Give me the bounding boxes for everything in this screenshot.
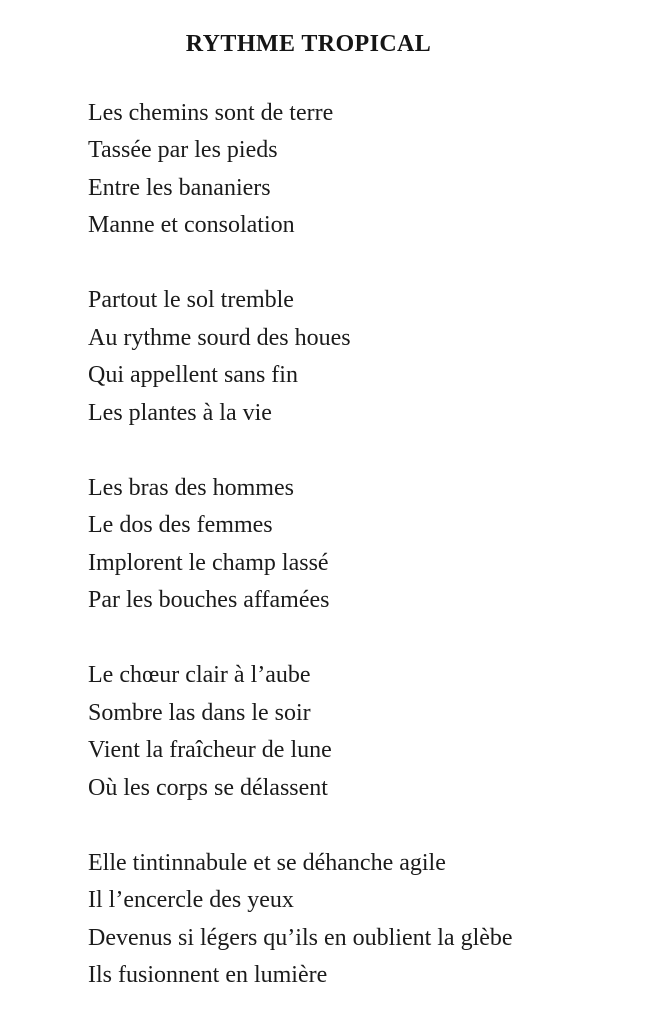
stanza (88, 657, 631, 807)
poem-line: Au rythme sourd des houes (88, 324, 351, 351)
poem-line: Le chœur clair à l’aube (88, 662, 311, 689)
stanza (88, 470, 631, 620)
poem-line: Vient la fraîcheur de lune (88, 737, 332, 764)
poem-stanzas (0, 95, 661, 995)
poem-line: Les plantes à la vie (88, 399, 272, 426)
poem-line: Il l’encercle des yeux (88, 887, 294, 914)
poem-line: Par les bouches affamées (88, 587, 330, 614)
poem-line: Partout le sol tremble (88, 287, 294, 314)
title-row (0, 0, 639, 59)
poem-line: Manne et consolation (88, 212, 295, 239)
poem-line: Sombre las dans le soir (88, 699, 311, 726)
stanza (88, 95, 631, 245)
poem-line: Elle tintinnabule et se déhanche agile (88, 849, 446, 876)
poem-line: Les chemins sont de terre (88, 99, 334, 126)
poem-title: RYTHME TROPICAL (185, 31, 432, 57)
poem-line: Ils fusionnent en lumière (88, 962, 328, 989)
stanza (88, 845, 631, 995)
poem-line: Où les corps se délassent (88, 774, 328, 801)
stanza (88, 282, 631, 432)
poem-line: Entre les bananiers (88, 174, 271, 201)
poem-line: Le dos des femmes (88, 512, 273, 539)
poem-line: Qui appellent sans fin (88, 362, 298, 389)
poem-line: Les bras des hommes (88, 474, 294, 501)
poem-line: Devenus si légers qu’ils en oublient la glèbe (88, 924, 513, 951)
poem-line: Tassée par les pieds (88, 137, 278, 164)
poem-line: Implorent le champ lassé (88, 549, 329, 576)
